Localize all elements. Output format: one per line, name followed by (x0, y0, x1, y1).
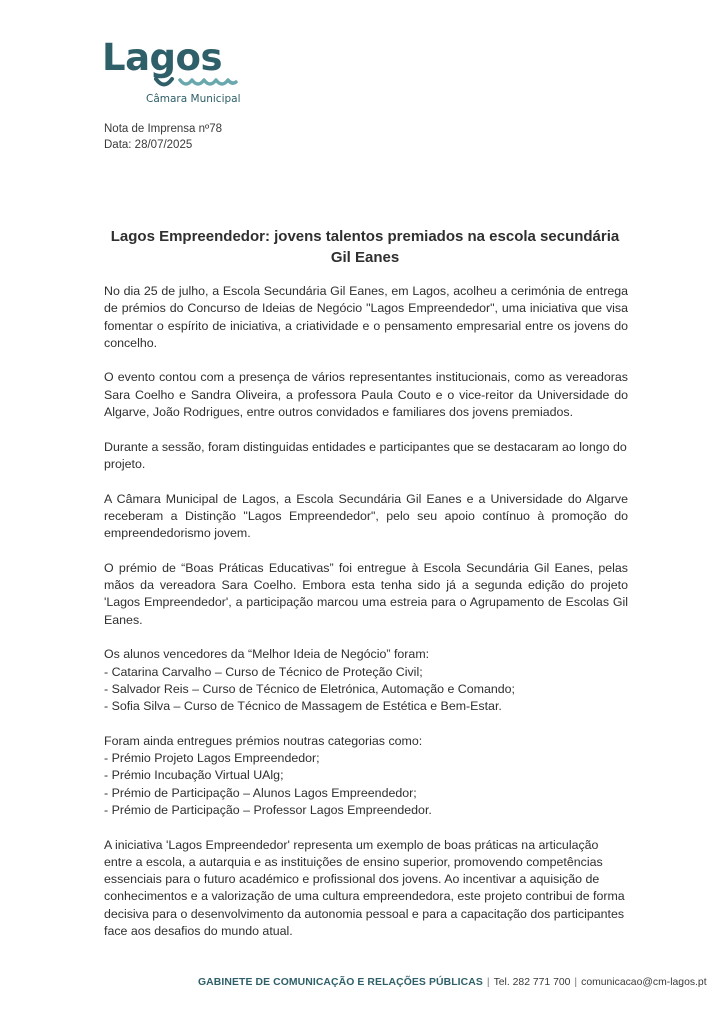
logo-wordmark: Lagos (102, 36, 222, 79)
paragraph-distinction: A Câmara Municipal de Lagos, a Escola Secundária Gil Eanes e a Universidade do Algarve receberam a Distinção "Lagos Empreendedor", pelo seu apoio contínuo à promoção do empreendedorismo jovem. (104, 491, 628, 541)
prizes-list (104, 750, 628, 819)
paragraph-good-practices: O prémio de “Boas Práticas Educativas” foi entregue à Escola Secundária Gil Eanes, pelas mãos da vereadora Sara Coelho. Embora esta tenha sido já a segunda edição do projeto 'Lagos Empreendedor', a participação marcou uma estreia para o Agrupamento de Escolas Gil Eanes. (104, 560, 628, 627)
prizes-intro: Foram ainda entregues prémios noutras categorias como: (104, 733, 423, 748)
list-item: - Prémio de Participação – Alunos Lagos Empreendedor; (104, 785, 417, 800)
winners-intro: Os alunos vencedores da “Melhor Ideia de Negócio” foram: (104, 647, 430, 662)
press-date: Data: 28/07/2025 (104, 139, 193, 151)
footer-department: GABINETE DE COMUNICAÇÃO E RELAÇÕES PÚBLICAS (198, 977, 483, 988)
paragraph-intro: No dia 25 de julho, a Escola Secundária Gil Eanes, em Lagos, acolheu a cerimónia de entrega de prémios do Concurso de Ideias de Negócio "Lagos Empreendedor", uma iniciativa que visa fomentar o espírito de iniciativa, a criatividade e o pensamento empresarial entre os jovens do concelho. (104, 284, 628, 350)
footer-separator: | (486, 977, 490, 988)
paragraph-attendees: O evento contou com a presença de vários representantes institucionais, como as vereadoras Sara Coelho e Sandra Oliveira, a professora Paula Couto e o vice-reitor da Universidade do Algarve, João Rodrigues, entre outros convidados e familiares dos jovens premiados. (104, 370, 628, 420)
list-item: - Catarina Carvalho – Curso de Técnico de Proteção Civil; (104, 664, 423, 679)
list-item: - Sofia Silva – Curso de Técnico de Massagem de Estética e Bem-Estar. (104, 699, 502, 714)
list-item: - Prémio Projeto Lagos Empreendedor; (104, 751, 320, 766)
press-body (104, 283, 628, 958)
lagos-logo (102, 38, 242, 110)
paragraph-session: Durante a sessão, foram distinguidas entidades e participantes que se destacaram ao longo do projeto. (104, 439, 627, 471)
list-item: - Prémio de Participação – Professor Lagos Empreendedor. (104, 802, 432, 817)
winners-list (104, 664, 628, 716)
logo-subtitle: Câmara Municipal (146, 93, 241, 105)
footer-email[interactable]: comunicacao@cm-lagos.pt (581, 977, 707, 988)
footer-phone: Tel. 282 771 700 (493, 977, 571, 988)
waves-icon (154, 76, 238, 90)
press-note-number: Nota de Imprensa nº78 (104, 123, 222, 135)
list-item: - Prémio Incubação Virtual UAlg; (104, 768, 284, 783)
paragraph-conclusion: A iniciativa 'Lagos Empreendedor' representa um exemplo de boas práticas na articulação entre a escola, a autarquia e as instituições de ensino superior, promovendo competências essenciais para o futuro académico e profissional dos jovens. Ao incentivar a aquisição de conhecimentos e a valorização de uma cultura empreendedora, este projeto contribui de forma decisiva para o desenvolvimento da autonomia pessoal e para a capacitação dos participantes face aos desafios do mundo atual. (104, 837, 625, 938)
footer-contact (198, 977, 707, 988)
list-item: - Salvador Reis – Curso de Técnico de Eletrónica, Automação e Comando; (104, 681, 515, 696)
press-meta (104, 121, 222, 153)
footer-separator: | (574, 977, 578, 988)
press-title: Lagos Empreendedor: jovens talentos premiados na escola secundária Gil Eanes (110, 228, 620, 266)
